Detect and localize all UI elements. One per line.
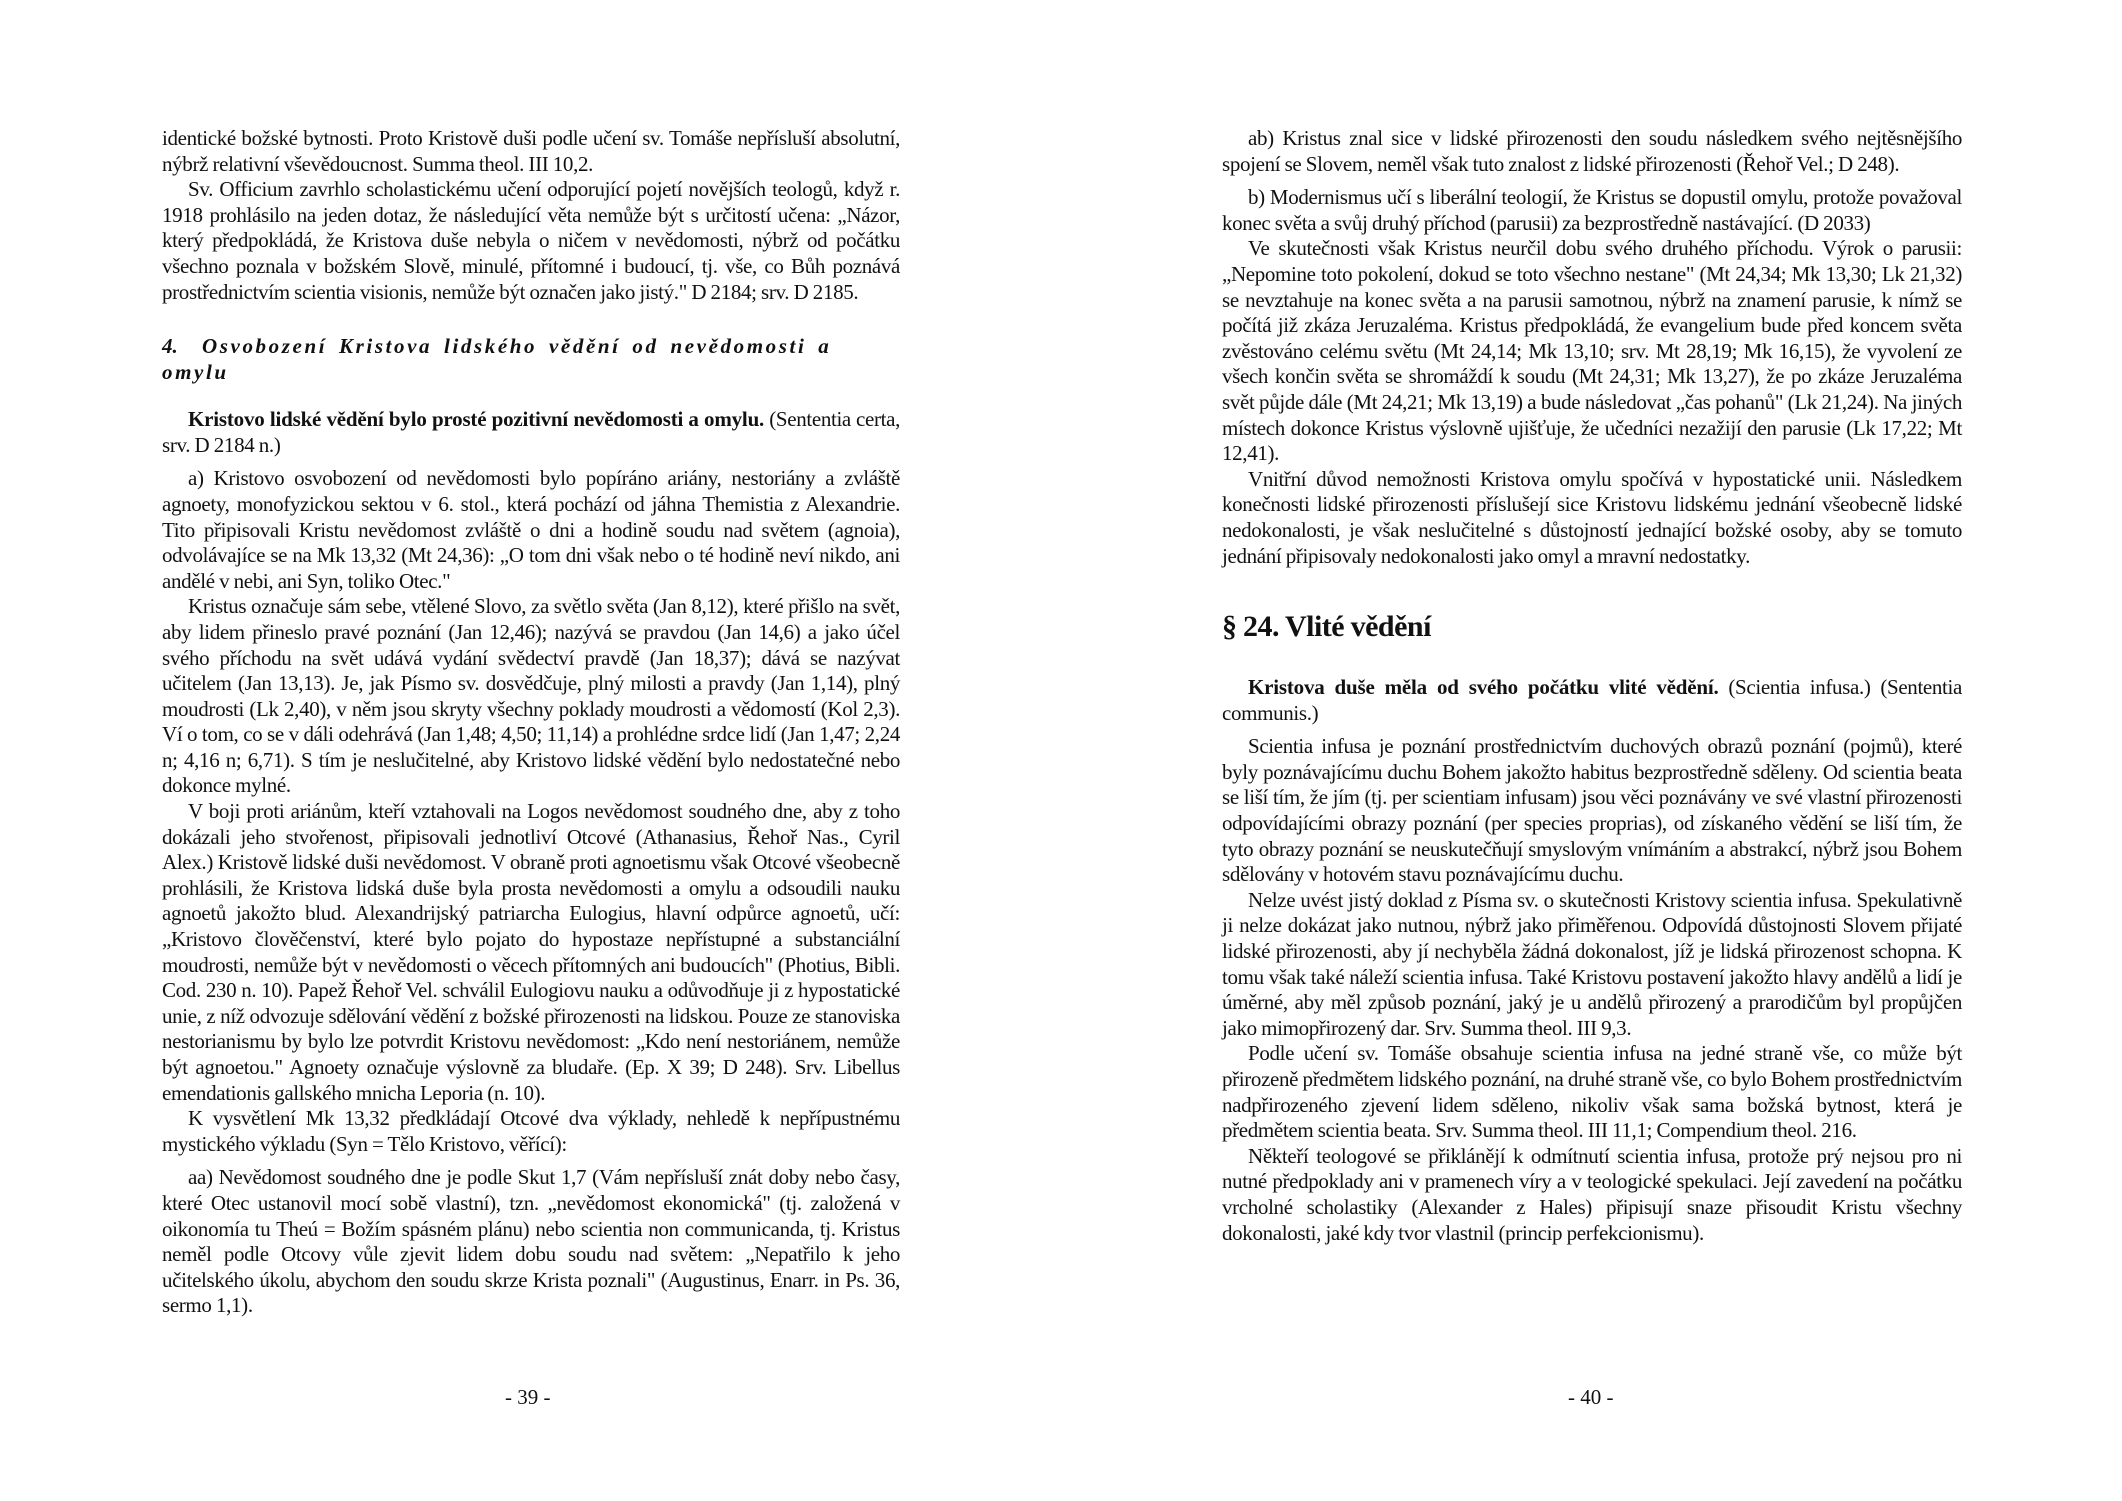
thesis-qualifier: (Scientia infusa.) (Sententia communis.) (1222, 675, 1962, 725)
right-page-text-column (1222, 126, 1962, 1246)
thesis-bold-text: Kristovo lidské vědění bylo prosté pozitivní nevědomosti a omylu. (188, 407, 765, 432)
thesis-qualifier: (Sententia certa, srv. D 2184 n.) (162, 407, 900, 457)
paragraph-ve-skutecnosti: Ve skutečnosti však Kristus neurčil dobu svého druhého příchodu. Výrok o parusii: „Nepomine toto pokolení, dokud se toto všechno nestane" (Mt 24,34; Mk 13,30; Lk 21,32) se nevztahuje na konec světa a na parusii samotnou, nýbrž na znamení parusie, k nímž se počítá již zkáza Jeruzaléma. Kristus předpokládá, že evangelium bude před koncem světa zvěstováno celému světu (Mt 24,14; Mk 13,10; srv. Mt 28,19; Mk 16,15), že vyvolení ze všech končin světa se shromáždí k soudu (Mt 24,31; Mk 13,27), že po zkáze Jeruzaléma svět půjde dále (Mt 24,21; Mk 13,19) a bude následovat „čas pohanů" (Lk 21,24). Na jiných místech dokonce Kristus výslovně ujišťuje, že učedníci nezažijí den parusie (Lk 17,22; Mt 12,41). (1222, 236, 1962, 466)
paragraph-sv-officium: Sv. Officium zavrhlo scholastickému učení odporující pojetí novějších teologů, když r. 1918 prohlásilo na jeden dotaz, že následující věta nemůže být s určitostí učena: „Názor, který předpokládá, že Kristova duše nebyla o ničem v nevědomosti, nýbrž od počátku všechno poznala v božském Slově, minulé, přítomné i budoucí, tj. vše, co Bůh poznává prostřednictvím scientia visionis, nemůže být označen jako jistý." D 2184; srv. D 2185. (162, 177, 900, 304)
paragraph-vnitrni-duvod: Vnitřní důvod nemožnosti Kristova omylu spočívá v hypostatické unii. Následkem konečnosti lidské přirozenosti příslušejí sice Kristovu lidskému jednání všeobecně lidské nedokonalosti, je však neslučitelné s důstojností jednající božské osoby, aby se tomuto jednání připisovaly nedokonalosti jako omyl a mravní nedostatky. (1222, 466, 1962, 568)
paragraph-kristus-oznacuje: Kristus označuje sám sebe, vtělené Slovo, za světlo světa (Jan 8,12), které přišlo na svět, aby lidem přineslo pravé poznání (Jan 12,46); nazývá se pravdou (Jan 14,6) a jako účel svého příchodu na svět udává vydání svědectví pravdě (Jan 18,37); dává se nazývat učitelem (Jan 13,13). Je, jak Písmo sv. dosvědčuje, plný milosti a pravdy (Jan 1,14), plný moudrosti (Lk 2,40), v něm jsou skryty všechny poklady moudrosti a vědomostí (Kol 2,3). Ví o tom, co se v dáli odehrává (Jan 1,48; 4,50; 11,14) a prohlédne srdce lidí (Jan 1,47; 2,24 n; 4,16 n; 6,71). S tím je neslučitelné, aby Kristovo lidské vědění bylo nedostatečné nebo dokonce mylné. (162, 594, 900, 798)
paragraph-aa: aa) Nevědomost soudného dne je podle Skut 1,7 (Vám nepřísluší znát doby nebo časy, které Otec ustanovil mocí sobě vlastní), tzn. „nevědomost ekonomická" (tj. založená v oikonomía tu Theú = Božím spásném plánu) nebo scientia non communicanda, tj. Kristus neměl podle Otcovy vůle zjevit lidem dobu soudu nad světem: „Nepatřilo k jeho učitelského úkolu, abychom den soudu skrze Krista poznali" (Augustinus, Enarr. in Ps. 36, sermo 1,1). (162, 1165, 900, 1318)
paragraph-nelze-uvest: Nelze uvést jistý doklad z Písma sv. o skutečnosti Kristovy scientia infusa. Spekulativně ji nelze dokázat jako nutnou, nýbrž jako přiměřenou. Odpovídá důstojnosti Slovem přijaté lidské přirozenosti, aby jí nechyběla žádná dokonalost, jíž je lidská přirozenost schopna. K tomu však také náleží scientia infusa. Také Kristovu postavení jakožto hlavy andělů a lidí je úměrné, aby měl způsob poznání, jaký je u andělů přirozený a prarodičům byl propůjčen jako mimopřirozený dar. Srv. Summa theol. III 9,3. (1222, 887, 1962, 1040)
subsection-number: 4. (162, 334, 178, 359)
page-number: - 39 - (505, 1385, 551, 1409)
paragraph-k-vysvetleni: K vysvětlení Mk 13,32 předkládají Otcové dva výklady, nehledě k nepřípustnému mystického výkladu (Syn = Tělo Kristovo, věřící): (162, 1106, 900, 1156)
subsection-title: Osvobození Kristova lidského vědění od nevědomosti a omylu (162, 334, 832, 385)
paragraph-scientia-infusa: Scientia infusa je poznání prostřednictvím duchových obrazů poznání (pojmů), které byly poznávajícímu duchu Bohem jakožto habitus bezprostředně sděleny. Od scientia beata se liší tím, že jím (tj. per scientiam infusam) jsou věci poznávány ve své vlastní přirozenosti odpovídajícími obrazy poznání (per species proprias), od získaného vědění se liší tím, že tyto obrazy poznání se neuskutečňují smyslovým vnímáním a abstrakcí, nýbrž jsou Bohem sdělovány v hotovém stavu poznávajícímu duchu. (1222, 734, 1962, 887)
section-heading-24: § 24. Vlité vědění (1222, 610, 1431, 644)
page-40 (1061, 0, 2122, 1501)
paragraph-continued: identické božské bytnosti. Proto Kristově duši podle učení sv. Tomáše nepřísluší absolutní, nýbrž relativní vševědoucnost. Summa theol. III 10,2. (162, 126, 900, 176)
paragraph-b: b) Modernismus učí s liberální teologií, že Kristus se dopustil omylu, protože považoval konec světa a svůj druhý příchod (parusii) za bezprostředně nastávající. (D 2033) (1222, 185, 1962, 235)
paragraph-ab: ab) Kristus znal sice v lidské přirozenosti den soudu následkem svého nejtěsnějšího spojení se Slovem, neměl však tuto znalost z lidské přirozenosti (Řehoř Vel.; D 248). (1222, 126, 1962, 176)
paragraph-v-boji: V boji proti ariánům, kteří vztahovali na Logos nevědomost soudného dne, aby z toho dokázali jeho stvořenost, připisovali jednotliví Otcové (Athanasius, Řehoř Nas., Cyril Alex.) Kristově lidské duši nevědomost. V obraně proti agnoetismu však Otcové všeobecně prohlásili, že Kristova lidská duše byla prosta nevědomosti a omylu a odsoudili nauku agnoetů jakožto blud. Alexandrijský patriarcha Eulogius, hlavní odpůrce agnoetů, učí: „Kristovo člověčenství, které bylo pojato do hypostaze nepřístupné a substanciální moudrosti, nemůže být v nevědomosti o věcech přítomných ani budoucích" (Photius, Bibli. Cod. 230 n. 10). Papež Řehoř Vel. schválil Eulogiovu nauku a odůvodňuje ji z hypostatické unie, z níž odvozuje sdělování vědění z božské přirozenosti na lidskou. Pouze ze stanoviska nestorianismu by bylo lze potvrdit Kristovu nevědomost: „Kdo není nestoriánem, nemůže být agnoetou." Agnoety označuje výslovně za bludaře. (Ep. X 39; D 248). Srv. Libellus emendationis gallského mnicha Leporia (n. 10). (162, 799, 900, 1105)
thesis-statement (162, 407, 900, 458)
thesis-statement (1222, 675, 1962, 726)
paragraph-podle-uceni: Podle učení sv. Tomáše obsahuje scientia infusa na jedné straně vše, co může být přirozeně předmětem lidského poznání, na druhé straně vše, co bylo Bohem prostřednictvím nadpřirozeného zjevení lidem sděleno, nikoliv však sama božská bytnost, která je předmětem scientia beata. Srv. Summa theol. III 11,1; Compendium theol. 216. (1222, 1041, 1962, 1143)
thesis-bold-text: Kristova duše měla od svého počátku vlité vědění. (1248, 675, 1719, 700)
paragraph-nektori-teologove: Někteří teologové se přiklánějí k odmítnutí scientia infusa, protože prý nejsou pro ni nutné předpoklady ani v pramenech víry a v teologické spekulaci. Její zavedení na počátku vrcholné scholastiky (Alexander z Hales) připisují snaze přisoudit Kristu všechny dokonalosti, jaké kdy tvor vlastnil (princip perfekcionismu). (1222, 1143, 1962, 1245)
page-number: - 40 - (1568, 1385, 1614, 1409)
paragraph-a: a) Kristovo osvobození od nevědomosti bylo popíráno ariány, nestoriány a zvláště agnoety, monofyzickou sektou v 6. stol., která pochází od jáhna Themistia z Alexandrie. Tito připisovali Kristu nevědomost zvláště o dni a hodině soudu nad světem (agnoia), odvolávajíce se na Mk 13,32 (Mt 24,36): „O tom dni však nebo o té hodině neví nikdo, ani andělé v nebi, ani Syn, toliko Otec." (162, 466, 900, 593)
subsection-heading-4 (162, 333, 900, 385)
left-page-text-column (162, 126, 900, 1319)
